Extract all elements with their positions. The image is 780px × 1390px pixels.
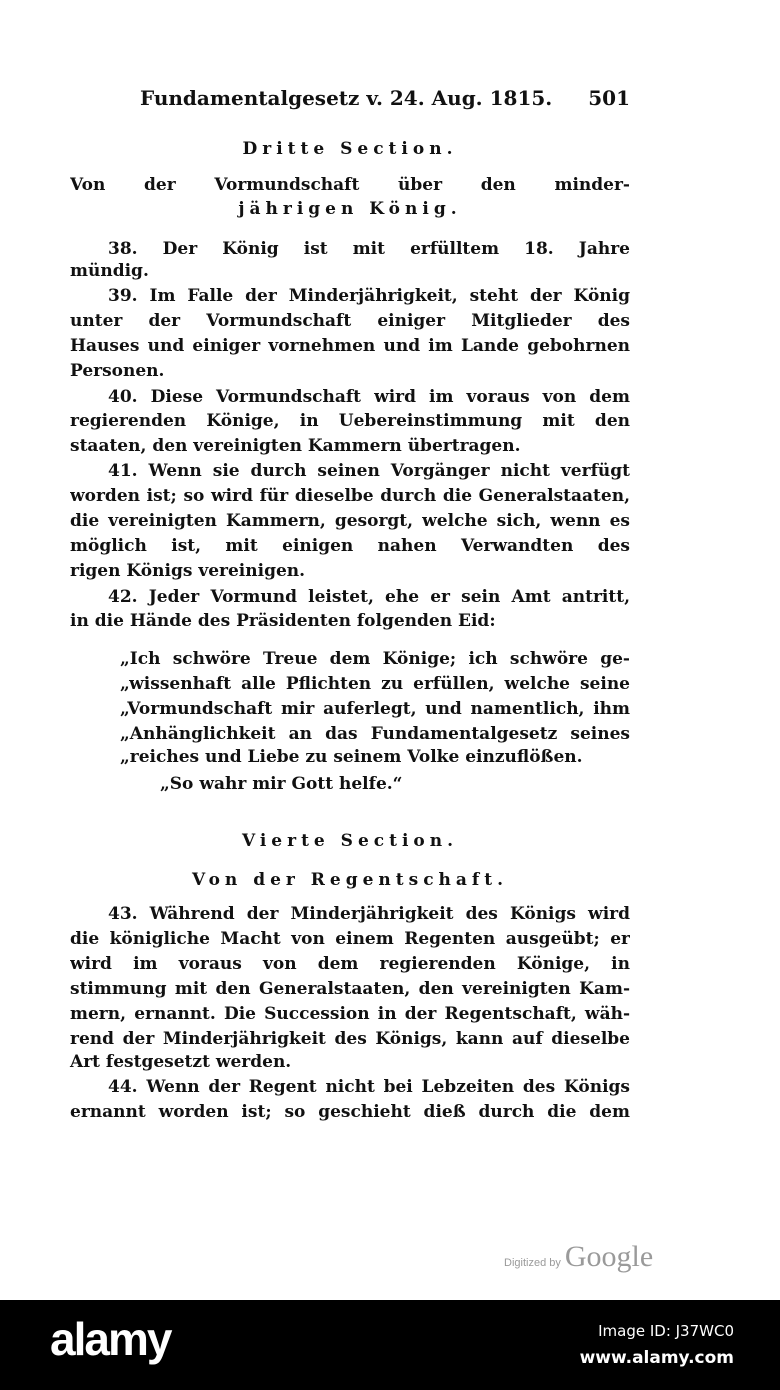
alamy-logo: alamy <box>50 1313 171 1365</box>
digitized-by-google-watermark <box>504 1240 653 1274</box>
running-title: Fundamentalgesetz v. 24. Aug. 1815. <box>140 86 553 110</box>
article-line: wird im voraus von dem regierenden Könige, in <box>70 954 630 974</box>
page-number: 501 <box>588 86 630 110</box>
article-line: 41. Wenn sie durch seinen Vorgänger nicht verfügt <box>108 461 630 481</box>
oath-line: „wissenhaft alle Pflichten zu erfüllen, welche seine <box>120 674 630 694</box>
article-line: 44. Wenn der Regent nicht bei Lebzeiten des Königs <box>108 1077 630 1097</box>
oath-closing: „So wahr mir Gott helfe.“ <box>160 774 403 794</box>
article-line: staaten, den vereinigten Kammern übertragen. <box>70 436 521 456</box>
article-line: Hauses und einiger vornehmen und im Lande gebohrnen <box>70 336 630 356</box>
article-line: die königliche Macht von einem Regenten ausgeübt; er <box>70 929 630 949</box>
oath-line: „Vormundschaft mir auferlegt, und namentlich, ihm <box>120 699 630 719</box>
article-line: 40. Diese Vormundschaft wird im voraus von dem <box>108 387 630 407</box>
site-url[interactable]: www.alamy.com <box>579 1348 734 1368</box>
article-line: stimmung mit den Generalstaaten, den vereinigten Kam- <box>70 979 630 999</box>
oath-line: „reiches und Liebe zu seinem Volke einzuflößen. <box>120 747 583 767</box>
oath-line: „Anhänglichkeit an das Fundamentalgesetz seines <box>120 724 630 744</box>
watermark-prefix: Digitized by <box>504 1257 561 1269</box>
article-line: ernannt worden ist; so geschieht dieß durch die dem <box>70 1102 630 1122</box>
section-subtitle: Von der Regentschaft. <box>191 870 509 890</box>
image-id: Image ID: J37WC0 <box>598 1322 734 1340</box>
stock-footer-bar <box>0 1300 780 1390</box>
oath-line: „Ich schwöre Treue dem Könige; ich schwöre ge- <box>120 649 630 669</box>
watermark-brand: Google <box>564 1240 654 1273</box>
article-line: mern, ernannt. Die Succession in der Regentschaft, wäh- <box>70 1004 630 1024</box>
article-line: mündig. <box>70 261 149 281</box>
article-line: möglich ist, mit einigen nahen Verwandten des <box>70 536 630 556</box>
article-line: 42. Jeder Vormund leistet, ehe er sein Amt antritt, <box>108 587 630 607</box>
article-line: regierenden Könige, in Uebereinstimmung mit den <box>70 411 630 431</box>
section-subtitle: Von der Vormundschaft über den minder- <box>70 175 630 195</box>
section-subtitle: jährigen König. <box>238 199 462 219</box>
article-line: worden ist; so wird für dieselbe durch die Generalstaaten, <box>70 486 630 506</box>
article-line: 38. Der König ist mit erfülltem 18. Jahre <box>108 239 630 259</box>
section-heading: Dritte Section. <box>242 139 458 159</box>
article-line: Personen. <box>70 361 165 381</box>
article-line: in die Hände des Präsidenten folgenden Eid: <box>70 611 496 631</box>
article-line: 43. Während der Minderjährigkeit des Königs wird <box>108 904 630 924</box>
article-line: rigen Königs vereinigen. <box>70 561 306 581</box>
article-line: rend der Minderjährigkeit des Königs, kann auf dieselbe <box>70 1029 630 1049</box>
section-heading: Vierte Section. <box>241 831 459 851</box>
running-header <box>140 86 630 110</box>
article-line: 39. Im Falle der Minderjährigkeit, steht der König <box>108 286 630 306</box>
article-line: Art festgesetzt werden. <box>70 1052 292 1072</box>
article-line: die vereinigten Kammern, gesorgt, welche sich, wenn es <box>70 511 630 531</box>
article-line: unter der Vormundschaft einiger Mitglieder des <box>70 311 630 331</box>
